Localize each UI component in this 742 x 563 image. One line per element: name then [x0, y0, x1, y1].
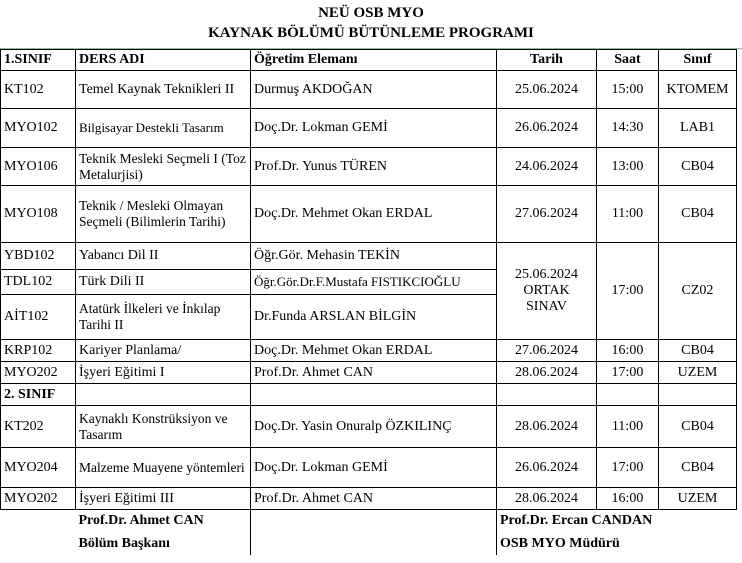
year2-label: 2. SINIF [1, 384, 76, 406]
exam-time: 11:00 [597, 406, 659, 448]
empty-cell [76, 384, 251, 406]
teacher-name: Öğr.Gör.Dr.F.Mustafa FISTIKCIOĞLU [251, 270, 497, 295]
teacher-name: Doç.Dr. Yasin Onuralp ÖZKILINÇ [251, 406, 497, 448]
common-exam-time: 17:00 [597, 243, 659, 340]
course-name: Teknik / Mesleki Olmayan Seçmeli (Bilimlerin Tarihi) [76, 186, 251, 243]
empty-cell [659, 384, 737, 406]
empty-cell [1, 533, 76, 555]
common-exam-date [497, 243, 597, 340]
header-room: Sınıf [659, 50, 737, 71]
exam-date: 28.06.2024 [497, 406, 597, 448]
teacher-name: Durmuş AKDOĞAN [251, 71, 497, 109]
exam-time: 15:00 [597, 71, 659, 109]
table-row[interactable] [1, 406, 737, 448]
exam-date: 28.06.2024 [497, 488, 597, 510]
header-row [1, 50, 737, 71]
empty-cell [251, 510, 497, 533]
course-code: KT202 [1, 406, 76, 448]
course-code: MYO202 [1, 362, 76, 384]
course-code: TDL102 [1, 270, 76, 295]
course-name: Yabancı Dil II [76, 243, 251, 270]
table-row[interactable] [1, 71, 737, 109]
header-teacher: Öğretim Elemanı [251, 50, 497, 71]
teacher-name: Prof.Dr. Yunus TÜREN [251, 148, 497, 186]
exam-date: 28.06.2024 [497, 362, 597, 384]
signature-row-titles [1, 533, 737, 555]
course-code: YBD102 [1, 243, 76, 270]
course-name: Bilgisayar Destekli Tasarım [76, 109, 251, 148]
exam-room: CB04 [659, 186, 737, 243]
signature-row-names [1, 510, 737, 533]
table-row[interactable] [1, 148, 737, 186]
teacher-name: Doç.Dr. Mehmet Okan ERDAL [251, 186, 497, 243]
table-row[interactable] [1, 243, 737, 270]
exam-room: CB04 [659, 148, 737, 186]
course-code: MYO202 [1, 488, 76, 510]
course-code: KT102 [1, 71, 76, 109]
exam-date: 26.06.2024 [497, 109, 597, 148]
course-name: Atatürk İlkeleri ve İnkılap Tarihi II [76, 295, 251, 340]
teacher-name: Prof.Dr. Ahmet CAN [251, 488, 497, 510]
teacher-name: Doç.Dr. Mehmet Okan ERDAL [251, 340, 497, 362]
course-code: MYO102 [1, 109, 76, 148]
schedule-table [0, 49, 737, 555]
table-row[interactable] [1, 109, 737, 148]
teacher-name: Doç.Dr. Lokman GEMİ [251, 448, 497, 488]
common-exam-room: CZ02 [659, 243, 737, 340]
common-exam-label-1: ORTAK [523, 283, 570, 298]
empty-cell [597, 384, 659, 406]
course-name: Türk Dili II [76, 270, 251, 295]
course-code: MYO106 [1, 148, 76, 186]
course-code: MYO204 [1, 448, 76, 488]
exam-date: 27.06.2024 [497, 340, 597, 362]
course-name: Malzeme Muayene yöntemleri [76, 448, 251, 488]
empty-cell [251, 384, 497, 406]
exam-time: 13:00 [597, 148, 659, 186]
header-course: DERS ADI [76, 50, 251, 71]
common-exam-label-2: SINAV [526, 299, 567, 314]
course-name: İşyeri Eğitimi III [76, 488, 251, 510]
exam-date: 27.06.2024 [497, 186, 597, 243]
title-line-1: NEÜ OSB MYO [318, 5, 424, 21]
course-name: Kariyer Planlama/ [76, 340, 251, 362]
course-code: AİT102 [1, 295, 76, 340]
table-row[interactable] [1, 362, 737, 384]
year2-header-row [1, 384, 737, 406]
head-of-department-name: Prof.Dr. Ahmet CAN [78, 513, 204, 529]
header-time: Saat [597, 50, 659, 71]
course-name: Temel Kaynak Teknikleri II [76, 71, 251, 109]
exam-date: 26.06.2024 [497, 448, 597, 488]
table-row[interactable] [1, 340, 737, 362]
teacher-name: Öğr.Gör. Mehasin TEKİN [251, 243, 497, 270]
exam-time: 16:00 [597, 488, 659, 510]
teacher-name: Dr.Funda ARSLAN BİLGİN [251, 295, 497, 340]
director-title: OSB MYO Müdürü [497, 533, 737, 555]
teacher-name: Prof.Dr. Ahmet CAN [251, 362, 497, 384]
empty-cell [1, 510, 76, 533]
course-name: İşyeri Eğitimi I [76, 362, 251, 384]
exam-time: 17:00 [597, 448, 659, 488]
common-exam-date-value: 25.06.2024 [515, 267, 578, 282]
head-of-department-title: Bölüm Başkanı [78, 535, 170, 551]
course-name: Teknik Mesleki Seçmeli I (Toz Metalurjisi) [76, 148, 251, 186]
exam-room: KTOMEM [659, 71, 737, 109]
exam-date: 25.06.2024 [497, 71, 597, 109]
course-name: Kaynaklı Konstrüksiyon ve Tasarım [76, 406, 251, 448]
exam-room: UZEM [659, 488, 737, 510]
empty-cell [497, 384, 597, 406]
exam-time: 11:00 [597, 186, 659, 243]
course-code: MYO108 [1, 186, 76, 243]
exam-room: UZEM [659, 362, 737, 384]
director-name: Prof.Dr. Ercan CANDAN [497, 510, 737, 533]
exam-time: 17:00 [597, 362, 659, 384]
course-code: KRP102 [1, 340, 76, 362]
exam-time: 14:30 [597, 109, 659, 148]
header-date: Tarih [497, 50, 597, 71]
exam-room: CB04 [659, 448, 737, 488]
empty-cell [251, 533, 497, 555]
exam-time: 16:00 [597, 340, 659, 362]
exam-room: CB04 [659, 340, 737, 362]
table-row[interactable] [1, 488, 737, 510]
exam-date: 24.06.2024 [497, 148, 597, 186]
table-row[interactable] [1, 448, 737, 488]
table-row[interactable] [1, 186, 737, 243]
title-line-2: KAYNAK BÖLÜMÜ BÜTÜNLEME PROGRAMI [208, 25, 534, 41]
header-class: 1.SINIF [1, 50, 76, 71]
exam-room: LAB1 [659, 109, 737, 148]
teacher-name: Doç.Dr. Lokman GEMİ [251, 109, 497, 148]
exam-room: CB04 [659, 406, 737, 448]
